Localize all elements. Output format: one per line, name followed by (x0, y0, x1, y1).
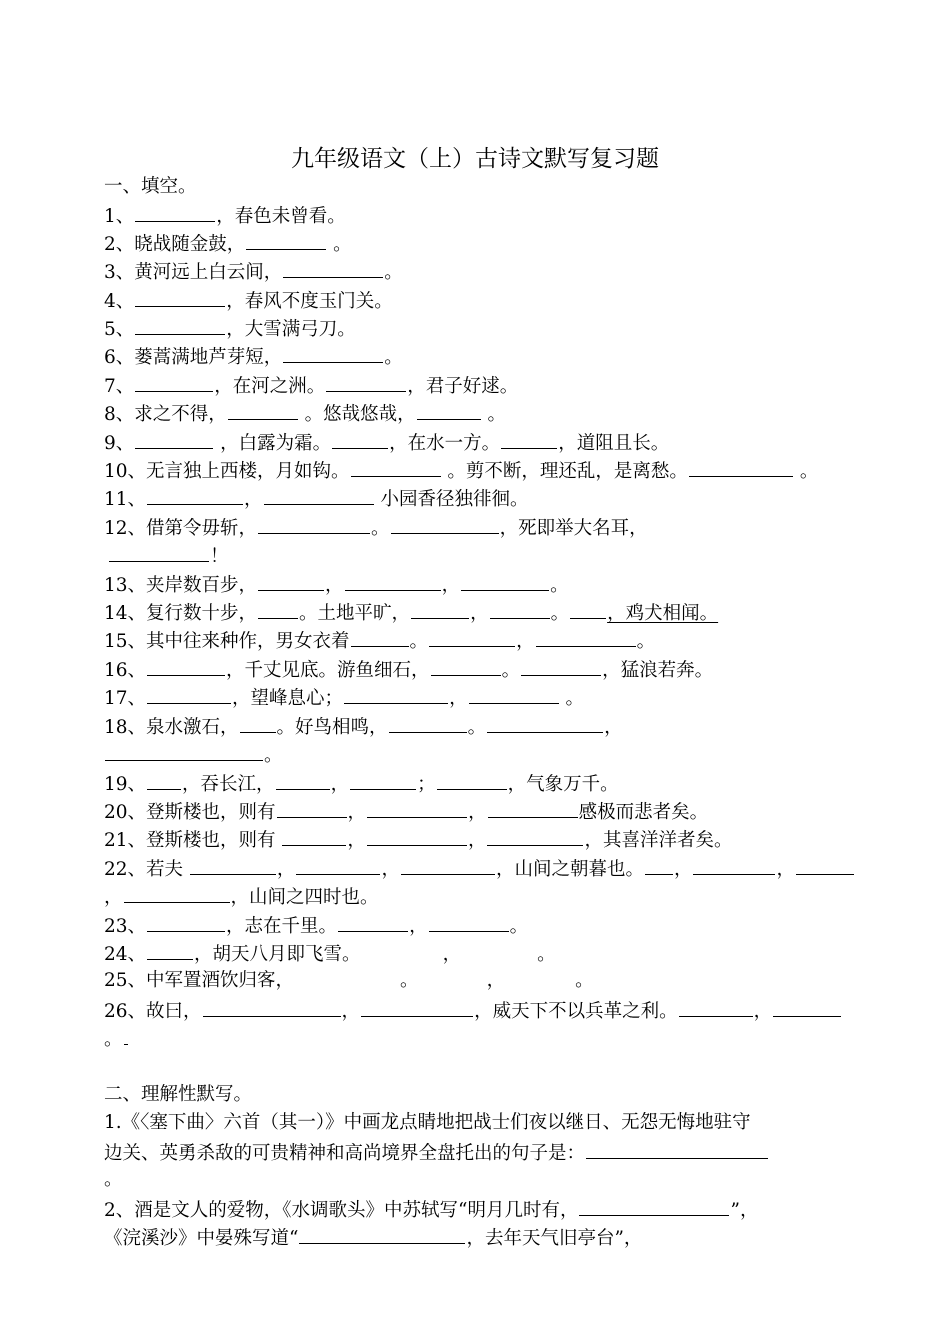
answer-blank[interactable] (258, 600, 298, 619)
q20-text: ， (347, 802, 367, 823)
answer-blank[interactable] (135, 373, 213, 392)
answer-blank[interactable] (240, 714, 276, 733)
q16-text: ，千丈见底。游鱼细石， (226, 660, 430, 681)
answer-blank[interactable] (367, 799, 467, 818)
answer-blank[interactable] (773, 998, 841, 1017)
answer-blank[interactable] (345, 572, 441, 591)
answer-blank[interactable] (147, 685, 231, 704)
q7-text: 7、 (104, 376, 135, 397)
question-21 (104, 827, 850, 853)
answer-blank[interactable] (258, 572, 324, 591)
q17-text: ， (449, 688, 468, 709)
q24-text: 24、 (104, 944, 147, 965)
q17-text: 。 (559, 688, 584, 709)
answer-blank[interactable] (147, 913, 225, 932)
q22-text: 22、若夫 (104, 859, 189, 880)
question-11 (104, 486, 850, 512)
q14-text: 。土地平旷， (299, 603, 411, 624)
q26-text: ，威天下不以兵革之利。 (474, 1001, 678, 1022)
page-title: 九年级语文（上）古诗文默写复习题 (291, 146, 659, 172)
answer-blank[interactable] (299, 1225, 465, 1244)
question-22 (104, 856, 850, 882)
question-15 (104, 628, 850, 654)
q22-text: ， (104, 887, 123, 908)
q8-text: 8、求之不得， (104, 404, 227, 425)
q20-text: 感极而悲者矣。 (578, 802, 709, 823)
q15-text: 15、其中往来种作，男女衣着 (104, 631, 350, 652)
answer-blank[interactable] (264, 486, 374, 505)
answer-blank[interactable] (461, 572, 549, 591)
answer-blank[interactable] (429, 913, 509, 932)
q8-text: 。 (481, 404, 507, 425)
answer-blank[interactable] (431, 657, 501, 676)
question-16 (104, 657, 850, 683)
q25-text: 。 (400, 970, 419, 991)
q25-text: 25、中军置酒饮归客， (104, 970, 295, 991)
understanding-question-1-end: 。 (104, 1169, 123, 1190)
answer-blank[interactable] (411, 600, 469, 619)
answer-blank[interactable] (389, 714, 467, 733)
question-1 (104, 203, 850, 229)
q19-text: ， (330, 774, 350, 795)
answer-blank[interactable] (689, 458, 793, 477)
answer-blank[interactable] (282, 827, 346, 846)
question-7 (104, 373, 850, 399)
answer-blank[interactable] (391, 515, 499, 534)
q22-text: ，山间之朝暮也。 (495, 859, 644, 880)
answer-blank[interactable] (679, 998, 753, 1017)
q7-text: ，在河之洲。 (214, 376, 326, 397)
q1-text: ，春色未曾看。 (216, 206, 346, 227)
q22-text: ， (776, 859, 795, 880)
answer-blank[interactable] (276, 771, 330, 790)
q21-text: ， (347, 830, 366, 851)
q9-text: ，在水一方。 (389, 433, 501, 454)
answer-blank[interactable] (693, 856, 775, 875)
question-14 (104, 600, 850, 626)
q23-text: 23、 (104, 916, 147, 937)
answer-blank[interactable] (351, 458, 441, 477)
answer-blank[interactable] (487, 714, 603, 733)
q11-text: 11、 (104, 489, 147, 510)
q16-text: 。 (501, 660, 521, 681)
q11-text: 小园香径独徘徊。 (374, 489, 529, 510)
q25-text: 。 (575, 970, 594, 991)
q15-text: 。 (409, 631, 429, 652)
q7-text: ，君子好逑。 (407, 376, 519, 397)
uq2-text: ，去年天气旧亭台”， (466, 1228, 643, 1249)
answer-blank[interactable] (437, 771, 507, 790)
q23-text: ， (409, 916, 428, 937)
answer-blank[interactable] (401, 856, 495, 875)
q14-text: 14、复行数十步， (104, 603, 258, 624)
q26-text: 26、故曰， (104, 1001, 202, 1022)
q20-text: ， (468, 802, 487, 823)
q4-text: 4、 (104, 291, 135, 312)
q6-text: 。 (384, 347, 403, 368)
answer-blank[interactable] (338, 913, 408, 932)
answer-blank[interactable] (536, 628, 636, 647)
q19-text: 19、 (104, 774, 147, 795)
q26-text: ， (753, 1001, 773, 1022)
answer-blank[interactable] (417, 401, 481, 420)
answer-blank[interactable] (147, 941, 193, 960)
q14-text: ，鸡犬相闻。 (607, 603, 719, 624)
q10-text: 。剪不断，理还乱，是离愁。 (441, 461, 688, 482)
q5-text: ，大雪满弓刀。 (226, 319, 356, 340)
answer-blank[interactable] (586, 1140, 768, 1159)
q5-text: 5、 (104, 319, 135, 340)
question-26-continued (104, 1026, 850, 1052)
answer-blank[interactable] (332, 430, 388, 449)
answer-blank[interactable] (645, 856, 673, 875)
answer-blank[interactable] (469, 685, 559, 704)
q18-text: 。好鸟相鸣， (276, 717, 388, 738)
q12-text: ！ (210, 546, 229, 567)
q15-text: 。 (636, 631, 656, 652)
understanding-question-2-continued (104, 1225, 850, 1251)
answer-blank[interactable] (350, 771, 416, 790)
question-2 (104, 231, 850, 257)
question-18 (104, 714, 850, 740)
q23-text: ，志在千里。 (226, 916, 338, 937)
question-10 (104, 458, 850, 484)
uq2-text: 《浣溪沙》中晏殊写道“ (104, 1228, 299, 1249)
q12-text: ，死即举大名耳， (499, 518, 648, 539)
q20-text: 20、登斯楼也，则有 (104, 802, 276, 823)
q13-text: ， (441, 575, 461, 596)
question-13 (104, 572, 850, 598)
answer-blank[interactable] (147, 657, 225, 676)
answer-blank[interactable] (135, 288, 225, 307)
question-4 (104, 288, 850, 314)
q2-text: 2、晓战随金鼓， (104, 234, 246, 255)
answer-blank[interactable] (570, 600, 606, 619)
q17-text: 17、 (104, 688, 147, 709)
answer-blank[interactable] (361, 998, 473, 1017)
answer-blank[interactable] (277, 799, 347, 818)
q26-text: ， (341, 1001, 361, 1022)
understanding-question-2 (104, 1197, 850, 1223)
q13-text: ， (325, 575, 344, 596)
q18-text: 。 (467, 717, 487, 738)
answer-blank[interactable] (283, 344, 383, 363)
q24-text: ，胡天八月即飞雪。 (194, 944, 361, 965)
question-12-continued (104, 543, 850, 569)
answer-blank[interactable] (490, 600, 550, 619)
q22-text: ， (276, 859, 296, 880)
q24-text: ， (442, 944, 462, 965)
q11-text: ， (244, 489, 263, 510)
answer-blank[interactable] (367, 827, 467, 846)
answer-blank[interactable] (228, 401, 298, 420)
understanding-question-1-continued (104, 1140, 850, 1166)
answer-blank[interactable] (344, 685, 448, 704)
q18-text: 。 (264, 745, 283, 766)
question-18-continued (104, 742, 850, 768)
q9-text: ，白露为霜。 (214, 433, 332, 454)
q12-text: 12、借第令毋斩， (104, 518, 258, 539)
question-6 (104, 344, 850, 370)
q24-text: 。 (537, 944, 556, 965)
answer-blank[interactable] (124, 884, 230, 903)
question-17 (104, 685, 850, 711)
answer-blank[interactable] (203, 998, 341, 1017)
q9-text: 9、 (104, 433, 135, 454)
question-19 (104, 771, 850, 797)
answer-blank[interactable] (135, 430, 213, 449)
q1-text: 1、 (104, 206, 135, 227)
answer-blank[interactable] (147, 771, 181, 790)
q22-text: ，山间之四时也。 (230, 887, 379, 908)
q13-text: 13、夹岸数百步， (104, 575, 258, 596)
q21-text: ，其喜洋洋者矣。 (584, 830, 733, 851)
q16-text: ，猛浪若奔。 (602, 660, 714, 681)
q21-text: 21、登斯楼也，则有 (104, 830, 282, 851)
q18-text: ， (604, 717, 623, 738)
answer-blank[interactable] (105, 742, 263, 761)
answer-blank[interactable] (135, 316, 225, 335)
answer-blank[interactable] (351, 628, 409, 647)
q25-text: ， (486, 970, 506, 991)
answer-blank[interactable] (521, 657, 601, 676)
uq1-text: 边关、英勇杀敌的可贵精神和高尚境界全盘托出的句子是： (104, 1143, 586, 1164)
q19-text: ； (417, 774, 436, 795)
q16-text: 16、 (104, 660, 147, 681)
q3-text: 3、黄河远上白云间， (104, 262, 283, 283)
q12-text: 。 (371, 518, 390, 539)
q14-text: ， (470, 603, 489, 624)
q9-text: ，道阻且长。 (558, 433, 670, 454)
answer-blank[interactable] (296, 856, 380, 875)
question-25 (104, 969, 850, 993)
question-23 (104, 913, 850, 939)
question-22-continued (104, 884, 850, 910)
q15-text: ， (516, 631, 535, 652)
answer-blank[interactable] (501, 430, 557, 449)
q26-text: 。 (104, 1029, 123, 1050)
question-8 (104, 401, 850, 427)
question-5 (104, 316, 850, 342)
uq2-text: ”， (730, 1200, 759, 1221)
answer-blank[interactable] (258, 515, 370, 534)
answer-blank[interactable] (109, 543, 209, 562)
q4-text: ，春风不度玉门关。 (226, 291, 393, 312)
q21-text: ， (467, 830, 487, 851)
q10-text: 。 (793, 461, 819, 482)
question-12 (104, 515, 850, 541)
q19-text: ，气象万千。 (507, 774, 619, 795)
answer-blank[interactable] (135, 203, 215, 222)
answer-blank[interactable] (147, 486, 243, 505)
q22-text: ， (381, 859, 400, 880)
understanding-question-1: 1.《〈塞下曲〉六首（其一）》中画龙点睛地把战士们夜以继日、无怨无悔地驻守 (104, 1112, 751, 1133)
question-9 (104, 430, 850, 456)
question-3 (104, 259, 850, 285)
q17-text: ，望峰息心； (232, 688, 344, 709)
q8-text: 。悠哉悠哉， (298, 404, 416, 425)
q18-text: 18、泉水激石， (104, 717, 239, 738)
answer-blank[interactable] (487, 827, 583, 846)
q2-text: 。 (327, 234, 352, 255)
answer-blank[interactable] (488, 799, 578, 818)
section-heading-understand: 二、理解性默写。 (104, 1084, 253, 1105)
q6-text: 6、蒌蒿满地芦芽短， (104, 347, 283, 368)
q19-text: ，吞长江， (182, 774, 275, 795)
answer-blank[interactable] (246, 231, 326, 250)
q10-text: 10、无言独上西楼，月如钩。 (104, 461, 350, 482)
answer-blank[interactable] (124, 1026, 128, 1045)
uq2-text: 2、酒是文人的爱物，《水调歌头》中苏轼写“明月几时有， (104, 1200, 579, 1221)
question-26 (104, 998, 850, 1024)
question-24 (104, 941, 850, 967)
q22-text: ， (673, 859, 693, 880)
answer-blank[interactable] (283, 259, 383, 278)
section-heading-fill: 一、填空。 (104, 176, 197, 197)
answer-blank[interactable] (326, 373, 406, 392)
question-20 (104, 799, 850, 825)
answer-blank[interactable] (429, 628, 515, 647)
answer-blank[interactable] (796, 856, 854, 875)
answer-blank[interactable] (579, 1197, 729, 1216)
answer-blank[interactable] (190, 856, 276, 875)
q13-text: 。 (550, 575, 569, 596)
q14-text: 。 (550, 603, 570, 624)
q3-text: 。 (384, 262, 403, 283)
q23-text: 。 (509, 916, 529, 937)
